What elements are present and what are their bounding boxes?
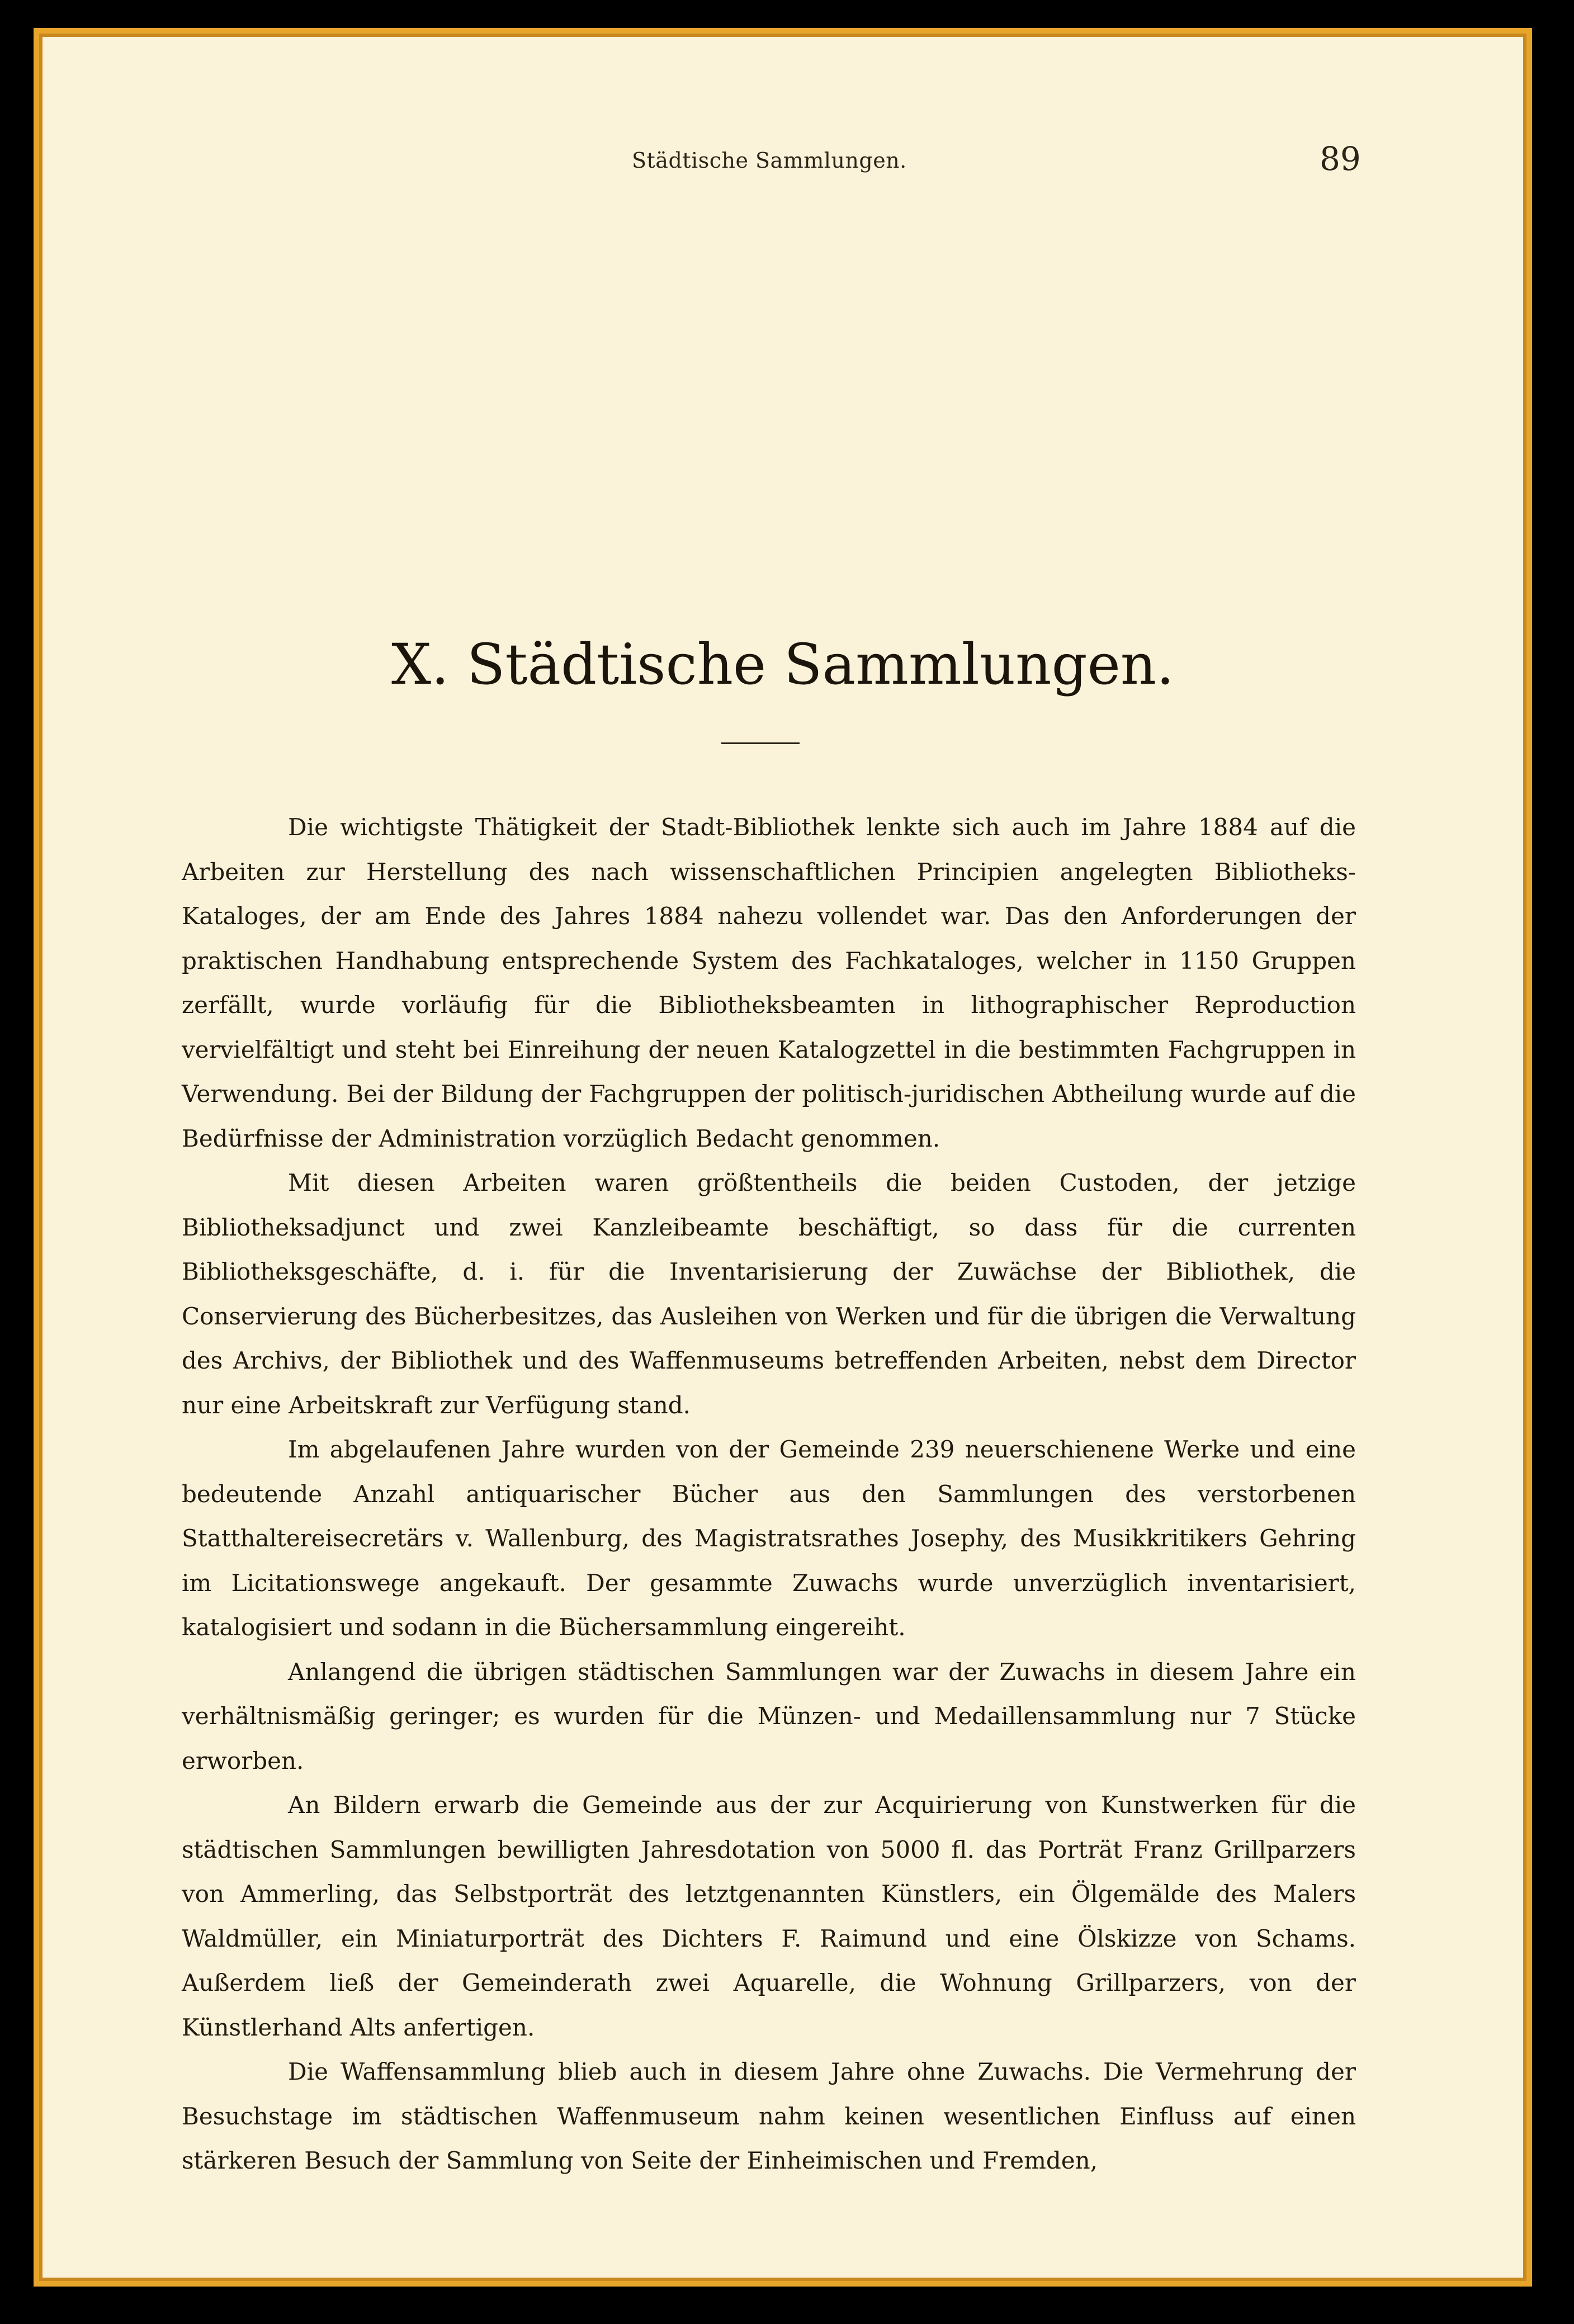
body-text	[182, 805, 1356, 2183]
paragraph: Mit diesen Arbeiten waren größtentheils die beiden Custoden, der jetzige Bibliotheksadjunct und zwei Kanzleibeamte beschäftigt, so dass für die currenten Bibliotheksgeschäfte, d. i. für die Inventarisierung der Zuwächse der Bibliothek, die Conservierung des Bücherbesitzes, das Ausleihen von Werken und für die übrigen die Verwaltung des Archivs, der Bibliothek und des Waffenmuseums betreffenden Arbeiten, nebst dem Director nur eine Arbeitskraft zur Verfügung stand.	[182, 1169, 1356, 1419]
paragraph: An Bildern erwarb die Gemeinde aus der zur Acquirierung von Kunstwerken für die städtischen Sammlungen bewilligten Jahresdotation von 5000 fl. das Porträt Franz Grillparzers von Ammerling, das Selbstporträt des letztgenannten Künstlers, ein Ölgemälde des Malers Waldmüller, ein Miniaturporträt des Dichters F. Raimund und eine Ölskizze von Schams. Außerdem ließ der Gemeinderath zwei Aquarelle, die Wohnung Grillparzers, von der Künstlerhand Alts anfertigen.	[182, 1791, 1356, 2041]
paragraph: Anlangend die übrigen städtischen Sammlungen war der Zuwachs in diesem Jahre ein verhältnismäßig geringer; es wurden für die Münzen- und Medaillensammlung nur 7 Stücke erworben.	[182, 1658, 1356, 1774]
paragraph: Im abgelaufenen Jahre wurden von der Gemeinde 239 neuerschienene Werke und eine bedeutende Anzahl antiquarischer Bücher aus den Sammlungen des verstorbenen Statthaltereisecretärs v. Wallenburg, des Magistratsrathes Josephy, des Musikkritikers Gehring im Licitationswege angekauft. Der gesammte Zuwachs wurde unverzüglich inventarisiert, katalogisiert und sodann in die Büchersammlung eingereiht.	[182, 1436, 1356, 1641]
page-number: 89	[1320, 140, 1361, 178]
book-page	[34, 28, 1532, 2287]
paragraph: Die wichtigste Thätigkeit der Stadt-Bibliothek lenkte sich auch im Jahre 1884 auf die Arbeiten zur Herstellung des nach wissenschaftlichen Principien angelegten Bibliotheks-Kataloges, der am Ende des Jahres 1884 nahezu vollendet war. Das den Anforderungen der praktischen Handhabung entsprechende System des Fachkataloges, welcher in 1150 Gruppen zerfällt, wurde vorläufig für die Bibliotheksbeamten in lithographischer Reproduction vervielfältigt und steht bei Einreihung der neuen Katalogzettel in die bestimmten Fachgruppen in Verwendung. Bei der Bildung der Fachgruppen der politisch-juridischen Abtheilung wurde auf die Bedürfnisse der Administration vorzüglich Bedacht genommen.	[182, 813, 1356, 1152]
running-head: Städtische Sammlungen.	[632, 148, 907, 173]
title-divider	[721, 742, 800, 744]
paragraph: Die Waffensammlung blieb auch in diesem Jahre ohne Zuwachs. Die Vermehrung der Besuchstage im städtischen Waffenmuseum nahm keinen wesentlichen Einfluss auf einen stärkeren Besuch der Sammlung von Seite der Einheimischen und Fremden,	[182, 2058, 1356, 2174]
chapter-title: X. Städtische Sammlungen.	[391, 632, 1174, 697]
